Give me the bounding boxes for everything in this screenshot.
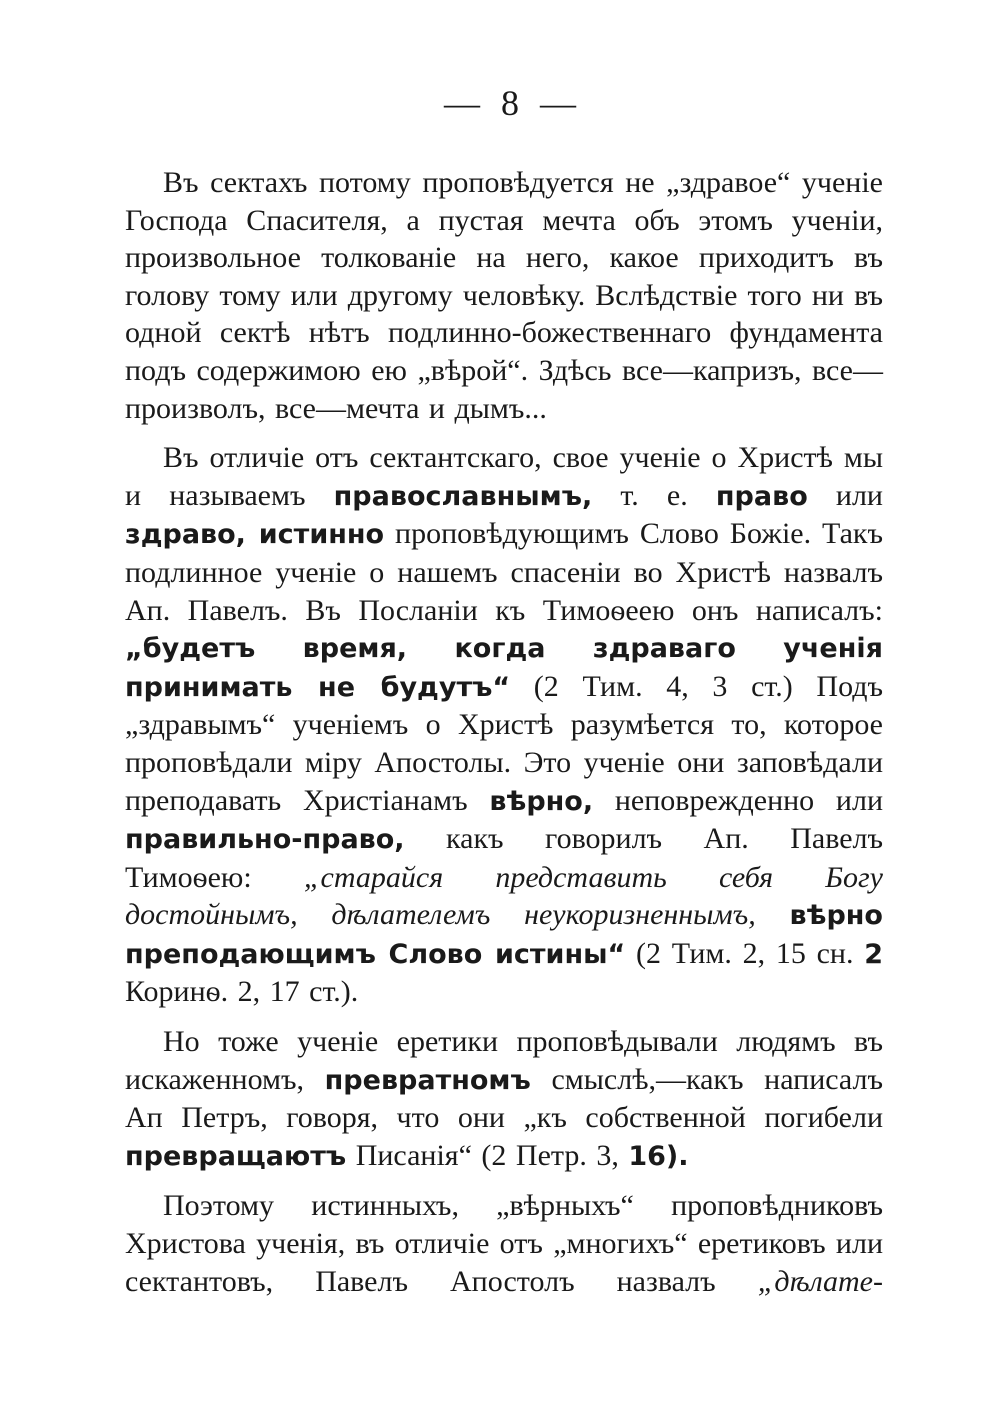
italic-term-delate: „дѣлате- xyxy=(757,1264,883,1298)
bold-number-2: 2 xyxy=(864,938,883,970)
bold-term-pravilno-pravo: правильно-право, xyxy=(125,824,405,856)
paragraph-1 xyxy=(125,164,883,427)
bold-term-pravo: право xyxy=(715,480,808,512)
paragraph-4-text-1: Поэтому истинныхъ, „вѣрныхъ“ проповѣдниковъ Христова ученія, въ отличіе отъ „многихъ“ еретиковъ или сектантовъ, Павелъ Апостолъ назвалъ xyxy=(125,1189,883,1298)
bold-number-16: 16). xyxy=(628,1140,689,1172)
paragraph-1-text: Въ сектахъ потому проповѣдуется не „здравое“ ученіе Господа Спасителя, а пустая мечта объ этомъ ученіи, произвольное толкованіе на него, какое приходитъ въ голову тому или другому человѣку. Вслѣдствіе того ни въ одной сектѣ нѣтъ подлинно-божественнаго фундамента подъ содержимою ею „вѣрой“. Здѣсь все—капризъ, все—произволъ, все—мечта и дымъ... xyxy=(125,166,883,425)
paragraph-2-text-4: проповѣдующимъ Слово Божіе. Такъ подлинное ученіе о нашемъ спасеніи во Христѣ назвалъ Ап. Павелъ. Въ Посланіи къ Тимоѳеею онъ написалъ: xyxy=(125,517,884,627)
paragraph-2-text-3: или xyxy=(807,478,883,512)
paragraph-2-text-6: неповрежденно или xyxy=(593,783,883,817)
paragraph-2-text-7: какъ говорилъ Ап. Павелъ Тимоѳею: xyxy=(125,822,883,894)
paragraph-3-text-3: Писанія“ (2 Петр. 3, xyxy=(346,1138,629,1172)
paragraph-3 xyxy=(125,1023,883,1175)
bold-term-pravoslavnym: православнымъ, xyxy=(333,480,593,512)
bold-quote-verno-prepodayushchim: вѣрно преподающимъ Слово истины“ xyxy=(125,900,883,970)
paragraph-4 xyxy=(125,1187,883,1300)
paragraph-2-text-2: т. е. xyxy=(592,478,716,512)
bold-quote-budet-vremya: „будетъ время, когда здраваго ученія принимать не будутъ“ xyxy=(125,633,883,703)
italic-quote-staraysya: „старайся представить себя Богу достойнымъ, дѣлателемъ неукоризненнымъ, xyxy=(125,860,883,932)
bold-term-prevrashchayut: превращаютъ xyxy=(125,1140,347,1172)
paragraph-2-text-1: Въ отличіе отъ сектантскаго, свое ученіе о Христѣ мы и называемъ xyxy=(125,441,883,512)
bold-term-zdravo-istinno: здраво, истинно xyxy=(125,519,385,551)
bold-term-prevratnom: превратномъ xyxy=(324,1064,531,1096)
paragraph-2-text-8 xyxy=(756,898,790,931)
paragraph-2 xyxy=(125,439,883,1011)
bold-term-verno: вѣрно, xyxy=(489,785,594,817)
paragraph-3-text-2: смыслѣ,—какъ написалъ Ап Петръ, говоря, что они „къ собственной погибели xyxy=(125,1062,883,1135)
paragraph-2-text-10: Коринѳ. 2, 17 ст.). xyxy=(125,975,359,1009)
paragraph-2-text-5: (2 Тим. 4, 3 ст.) Подъ „здравымъ“ ученіемъ о Христѣ разумѣется то, которое проповѣдали міру Апостолы. Это ученіе они заповѣдали преподавать Христіанамъ xyxy=(125,669,883,817)
document-page xyxy=(125,80,883,1312)
paragraph-2-text-9: (2 Тим. 2, 15 сн. xyxy=(625,936,865,970)
page-number: — 8 — xyxy=(444,83,582,123)
paragraph-3-text-1: Но тоже ученіе еретики проповѣдывали людямъ въ искаженномъ, xyxy=(125,1025,883,1096)
